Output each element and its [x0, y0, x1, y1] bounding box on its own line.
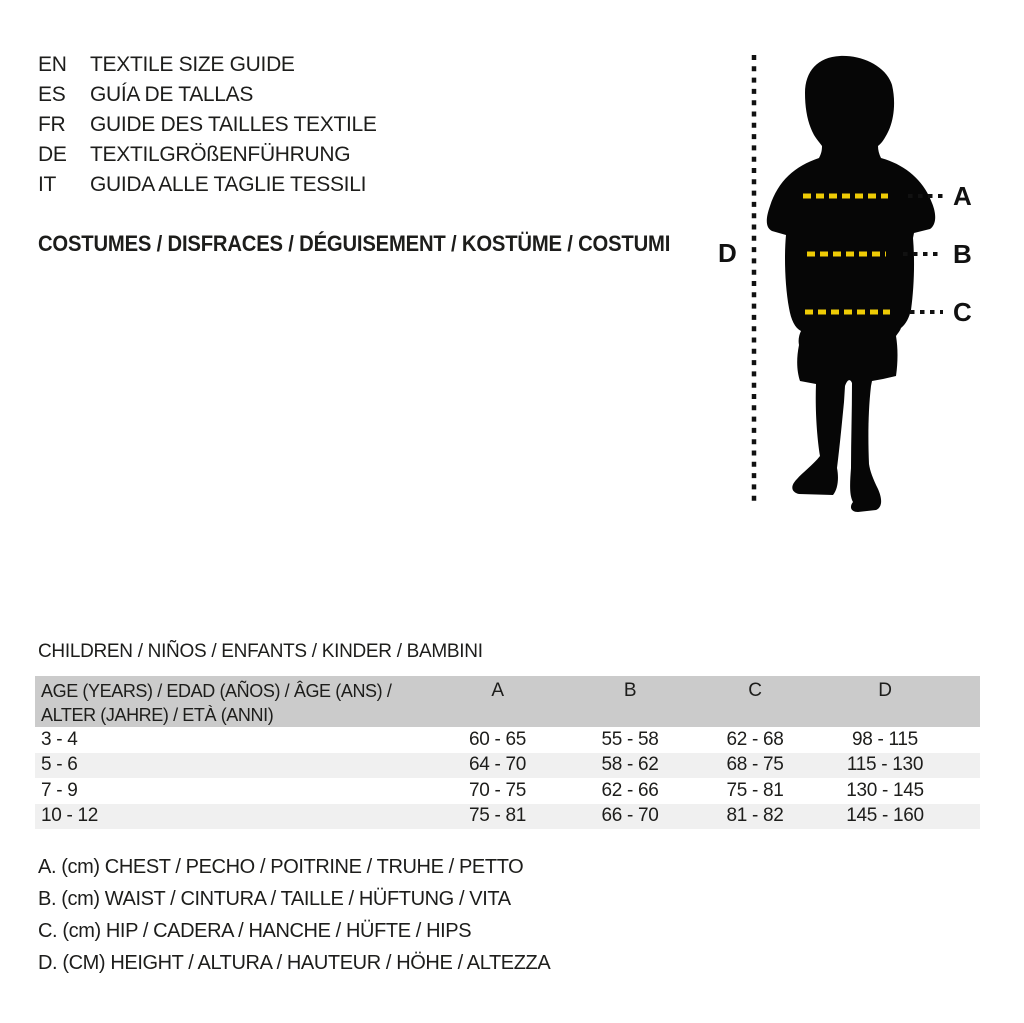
language-title: GUIDE DES TAILLES TEXTILE	[90, 113, 377, 136]
legend-waist: B. (cm) WAIST / CINTURA / TAILLE / HÜFTUNG / VITA	[38, 887, 511, 910]
age-cell: 3 - 4	[41, 728, 78, 750]
column-header-a: A	[491, 680, 504, 701]
height-cell: 145 - 160	[846, 805, 924, 827]
legend-hip: C. (cm) HIP / CADERA / HANCHE / HÜFTE / HIPS	[38, 919, 472, 942]
waist-label: B	[953, 239, 972, 269]
hip-cell: 81 - 82	[726, 805, 784, 827]
waist-cell: 55 - 58	[601, 728, 659, 750]
column-header-c: C	[748, 680, 762, 701]
language-row	[38, 80, 377, 110]
height-cell: 130 - 145	[846, 779, 924, 801]
table-row	[35, 804, 980, 830]
language-code: FR	[38, 113, 66, 136]
children-size-table	[35, 676, 980, 829]
language-row	[38, 140, 377, 170]
chest-label: A	[953, 181, 972, 211]
waist-cell: 62 - 66	[601, 779, 659, 801]
height-cell: 115 - 130	[846, 754, 924, 776]
chest-cell: 64 - 70	[468, 754, 527, 776]
table-row	[35, 753, 980, 779]
language-row	[38, 110, 377, 140]
language-title-list	[38, 50, 377, 200]
chest-cell: 60 - 65	[468, 728, 527, 750]
child-silhouette-figure	[700, 40, 1020, 520]
language-title: TEXTILE SIZE GUIDE	[90, 53, 295, 76]
hip-cell: 62 - 68	[726, 728, 784, 750]
waist-cell: 58 - 62	[601, 754, 659, 776]
age-header-line1: AGE (YEARS) / EDAD (AÑOS) / ÂGE (ANS) /	[41, 681, 392, 701]
age-header-cell	[35, 679, 430, 727]
language-code: IT	[38, 173, 57, 196]
hip-cell: 68 - 75	[726, 754, 784, 776]
chest-cell: 75 - 81	[468, 805, 527, 827]
child-silhouette	[767, 56, 935, 512]
chest-cell: 70 - 75	[468, 779, 527, 801]
table-body	[35, 727, 980, 829]
height-cell: 98 - 115	[852, 728, 918, 750]
legend-chest: A. (cm) CHEST / PECHO / POITRINE / TRUHE / PETTO	[38, 855, 524, 878]
legend-height: D. (CM) HEIGHT / ALTURA / HAUTEUR / HÖHE / ALTEZZA	[38, 951, 551, 974]
language-code: EN	[38, 53, 67, 76]
language-row	[38, 50, 377, 80]
language-code: DE	[38, 143, 67, 166]
language-title: GUÍA DE TALLAS	[90, 83, 254, 106]
language-title: GUIDA ALLE TAGLIE TESSILI	[90, 173, 367, 196]
hip-cell: 75 - 81	[726, 779, 784, 801]
language-code: ES	[38, 83, 66, 106]
table-row	[35, 778, 980, 804]
hip-label: C	[953, 297, 972, 327]
age-header-line2: ALTER (JAHRE) / ETÀ (ANNI)	[41, 705, 274, 725]
language-row	[38, 170, 377, 200]
column-header-d: D	[878, 680, 892, 701]
table-header-row	[35, 676, 980, 727]
age-cell: 5 - 6	[41, 754, 78, 776]
language-title: TEXTILGRÖßENFÜHRUNG	[90, 143, 351, 166]
age-cell: 7 - 9	[41, 779, 78, 801]
height-label: D	[718, 238, 737, 268]
waist-cell: 66 - 70	[601, 805, 659, 827]
age-cell: 10 - 12	[41, 805, 99, 827]
category-title: COSTUMES / DISFRACES / DÉGUISEMENT / KOSTÜME / COSTUMI	[38, 231, 671, 256]
section-title: CHILDREN / NIÑOS / ENFANTS / KINDER / BAMBINI	[38, 641, 483, 662]
table-row	[35, 727, 980, 753]
column-header-b: B	[623, 680, 637, 701]
measurement-legend	[38, 851, 550, 979]
